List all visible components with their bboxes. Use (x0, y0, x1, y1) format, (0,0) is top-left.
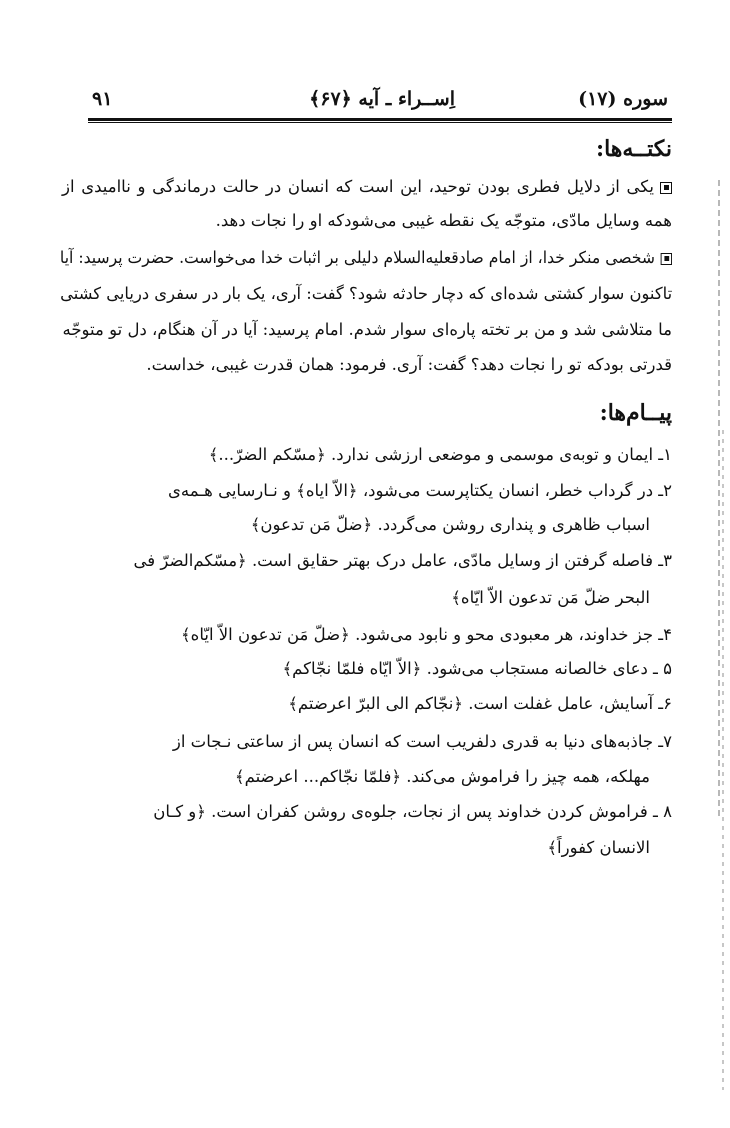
message-line: ۷ـ جاذبه‌های دنیا به قدری دلفریب است که انسان پس از ساعتی نـجات از (172, 732, 672, 751)
note-line: شخصی منکر خدا، از امام صادقعلیه‌السلام دلیلی بر اثبات خدا می‌خواست. حضرت پرسید: آیا (94, 247, 672, 269)
verse-label: اِســراء ـ آیه ﴿۶۷﴾ (309, 88, 455, 110)
note-line: قدرتی بودکه تو را نجات دهد؟ گفت: آری. فرمود: همان قدرت غیبی، خداست. (146, 355, 672, 374)
message-line: ۲ـ در گرداب خطر، انسان یکتاپرست می‌شود، ﴿الاّ ایاه﴾ و نـارسایی هـمه‌ی (168, 481, 672, 500)
surah-label: سوره (۱۷) (578, 88, 668, 110)
page-header (92, 88, 668, 118)
bullet-icon (661, 253, 672, 265)
message-line: ۱ـ ایمان و توبه‌ی موسمی و موضعی ارزشی ندارد. ﴿مسّکم الضرّ...﴾ (208, 445, 672, 464)
scan-edge (718, 180, 720, 820)
header-rule-thin (88, 122, 672, 123)
message-line: ۸ ـ فراموش کردن خداوند پس از نجات، جلوه‌ی روشن کفران است. ﴿و کـان (153, 802, 672, 821)
message-line: اسباب ظاهری و پنداری روشن می‌گردد. ﴿ضلّ مَن تدعون﴾ (250, 515, 650, 534)
message-line: ۵ ـ دعای خالصانه مستجاب می‌شود. ﴿الاّ ایّاه فلمّا نجّاکم﴾ (282, 659, 672, 678)
note-line: همه وسایل مادّی، متوجّه یک نقطه غیبی می‌شودکه او را نجات دهد. (215, 211, 672, 230)
notes-title: نکتــه‌ها: (595, 136, 672, 162)
message-line: الانسان کفوراً﴾ (547, 838, 650, 857)
message-line: ۴ـ جز خداوند، هر معبودی محو و نابود می‌شود. ﴿ضلّ مَن تدعون الاّ ایّاه﴾ (181, 625, 672, 644)
message-line: ۶ـ آسایش، عامل غفلت است. ﴿نجّاکم الی البرّ اعرضتم﴾ (288, 694, 672, 713)
message-line: مهلکه، همه چیز را فراموش می‌کند. ﴿فلمّا نجّاکم... اعرضتم﴾ (234, 767, 650, 786)
note-line: ما متلاشی شد و من بر تخته پاره‌ای سوار شدم. امام پرسید: آیا در آن هنگام، دل تو متوجّه (62, 320, 672, 339)
note-line: تاکنون سوار کشتی شده‌ای که دچار حادثه شود؟ گفت: آری، یک بار در سفری دریایی کشتی (60, 284, 672, 303)
bullet-icon (660, 182, 672, 194)
messages-title: پیــام‌ها: (599, 400, 672, 426)
note-line: یکی از دلایل فطری بودن توحید، این است که انسان در حالت درماندگی و ناامیدی از (62, 176, 672, 198)
page-number: ۹۱ (92, 88, 113, 110)
scan-edge (722, 430, 724, 1090)
message-line: ۳ـ فاصله گرفتن از وسایل مادّی، عامل درک بهتر حقایق است. ﴿مسّکم‌الضرّ فی (133, 551, 672, 570)
message-line: البحر ضلّ مَن تدعون الاّ ایّاه﴾ (451, 588, 650, 607)
header-rule (88, 118, 672, 121)
